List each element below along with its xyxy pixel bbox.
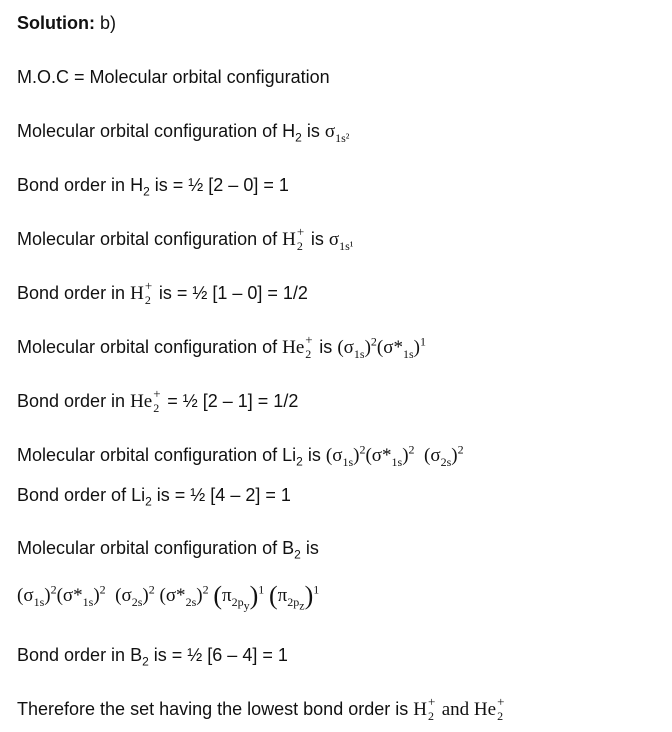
h2plus-bond-value: is = ½ [1 – 0] = 1/2 <box>153 283 308 303</box>
h2-subscript: 2 <box>295 130 302 145</box>
h2-bond-order-line: Bond order in $H_2$ is = ½ [2 – 0] = 1 <box>17 175 289 199</box>
li2-bond-text: Bond order of Li <box>17 485 146 505</box>
he2plus-symbol: He + 2 <box>282 332 313 361</box>
li2-config-text: Molecular orbital configuration of Li <box>17 445 297 465</box>
h2plus-config-line: Molecular orbital configuration of H + 2 is $\sigma_{1s^1}$ <box>17 224 354 253</box>
he2plus-config-line: Molecular orbital configuration of He + 2 is $(\sigma_{1s})^2(\sigma*_{1s})^1$ <box>17 332 426 361</box>
moc-definition: M.O.C = Molecular orbital configuration <box>17 67 330 87</box>
he2plus-bond-value: = ½ [2 – 1] = 1/2 <box>162 391 299 411</box>
b2-config-line: Molecular orbital configuration of $B_2$ is <box>17 538 319 562</box>
he2plus-config-formula: $(\sigma_{1s})^2(\sigma*_{1s})^1$ <box>337 334 426 361</box>
h2plus-config-text: Molecular orbital configuration of <box>17 229 283 249</box>
h2-config-formula: $\sigma_{1s^2}$ <box>324 121 350 145</box>
is-word: is <box>301 121 325 141</box>
h2-config-text: Molecular orbital configuration of H <box>17 121 296 141</box>
he2plus-symbol: He + 2 <box>130 386 161 415</box>
he2plus-bond-text: Bond order in <box>17 391 131 411</box>
b2-bond-order-line: Bond order in $B_2$ is = ½ [6 – 4] = 1 <box>17 645 288 669</box>
h2-config-line <box>17 120 349 143</box>
h2plus-symbol: H + 2 <box>130 278 153 307</box>
li2-bond-order-line: Bond order of $Li_2$ is = ½ [4 – 2] = 1 <box>17 485 291 509</box>
h2plus-bond-order-line <box>17 278 308 307</box>
b2-bond-text: Bond order in B <box>17 645 143 665</box>
solution-answer: b) <box>100 13 117 33</box>
li2-config-formula: $(\sigma_{1s})^2(\sigma*_{1s})^2$ $(\sigma_{2s})^2$ <box>325 442 464 469</box>
h2plus-config-formula: $\sigma_{1s^1}$ <box>328 229 354 253</box>
h2plus-symbol: H + 2 <box>282 224 305 253</box>
he2plus-symbol: He + 2 <box>473 694 505 723</box>
li2-config-line: Molecular orbital configuration of $Li_2$ is $(\sigma_{1s})^2(\sigma*_{1s})^2$ $(\sigma_{2s})^2$ <box>17 442 464 469</box>
h2-bond-text: Bond order in H <box>17 175 144 195</box>
conclusion-line <box>17 694 506 723</box>
he2plus-bond-order-line <box>17 386 299 415</box>
h2-bond-value: is = ½ [2 – 0] = 1 <box>149 175 289 195</box>
solution-line <box>17 12 116 34</box>
he2plus-config-text: Molecular orbital configuration of <box>17 337 283 357</box>
and-word: and <box>436 699 474 720</box>
b2-bond-value: is = ½ [6 – 4] = 1 <box>148 645 288 665</box>
h2plus-bond-text: Bond order in <box>17 283 131 303</box>
li2-bond-value: is = ½ [4 – 2] = 1 <box>151 485 291 505</box>
b2-config-formula: $(\sigma_{1s})^2(\sigma*_{1s})^2$ $(\sigma_{2s})^2$ $(\sigma*_{2s})^2$ $(\pi_{2p_y})^1$ $(\pi_{2p_z})^1$ <box>17 581 320 613</box>
solution-label: Solution: <box>17 13 95 33</box>
h2plus-symbol: H + 2 <box>413 694 436 723</box>
b2-config-text: Molecular orbital configuration of B <box>17 538 295 558</box>
conclusion-text: Therefore the set having the lowest bond order is <box>17 699 414 719</box>
